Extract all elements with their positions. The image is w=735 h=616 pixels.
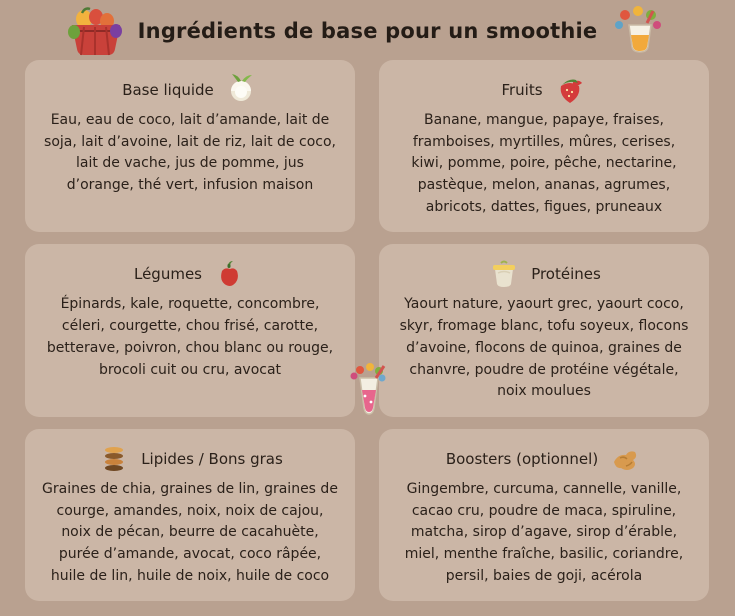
yogurt-cup-icon [487,257,521,291]
card-header [393,254,695,294]
card-body: Yaourt nature, yaourt grec, yaourt coco, skyr, fromage blanc, tofu soyeux, flocons d’avoine, flocons de quinoa, graines de chanvre, poudre de protéine végétale, noix moulues [399,296,689,400]
card-header [39,254,341,294]
fruit-basket-icon [62,5,128,57]
ginger-root-icon [608,442,642,476]
card-body: Eau, eau de coco, lait d’amande, lait de soja, lait d’avoine, lait de riz, lait de coco, lait de vache, jus de pomme, jus d’orange, thé vert, infusion maison [44,112,336,194]
card-header [393,439,695,479]
card-header [393,70,695,110]
strawberry-icon [553,73,587,107]
card-base-liquide [25,60,355,232]
card-title: Fruits [501,81,543,99]
card-lipides [25,429,355,601]
coconut-icon [224,73,258,107]
card-title: Légumes [133,265,202,284]
card-title: Base liquide [122,81,214,99]
card-title: Boosters (optionnel) [445,449,599,468]
card-header [39,70,341,110]
card-boosters [379,429,709,601]
card-proteines [379,244,709,416]
card-body: Banane, mangue, papaye, fraises, framboises, myrtilles, mûres, cerises, kiwi, pomme, poire, pêche, nectarine, pastèque, melon, ananas, agrumes, abricots, dattes, figues, pruneaux [411,112,677,215]
card-title: Protéines [531,265,601,284]
card-body: Épinards, kale, roquette, concombre, céleri, courgette, chou frisé, carotte, betterave, poivron, chou blanc ou rouge, brocoli cuit ou cru, avocat [46,296,334,378]
smoothie-cup-icon [336,362,400,424]
card-header [39,439,341,479]
card-legumes [25,244,355,416]
card-body: Graines de chia, graines de lin, graines de courge, amandes, noix, noix de cajou, noix de pécan, beurre de cacahuète, purée d’amande, avocat, coco râpée, huile de lin, huile de noix, huile de coco [42,480,338,584]
smoothie-glass-icon [607,5,673,57]
cards-grid [0,60,735,601]
page-title: Ingrédients de base pour un smoothie [137,19,598,43]
card-title: Lipides / Bons gras [141,449,283,468]
page-header [0,0,735,60]
bell-pepper-icon [212,257,246,291]
card-body: Gingembre, curcuma, cannelle, vanille, cacao cru, poudre de maca, spiruline, matcha, sirop d’agave, sirop d’érable, miel, menthe fraîche, basilic, coriandre, persil, baies de goji, acérola [404,480,684,584]
card-fruits [379,60,709,232]
seeds-icon [97,442,131,476]
